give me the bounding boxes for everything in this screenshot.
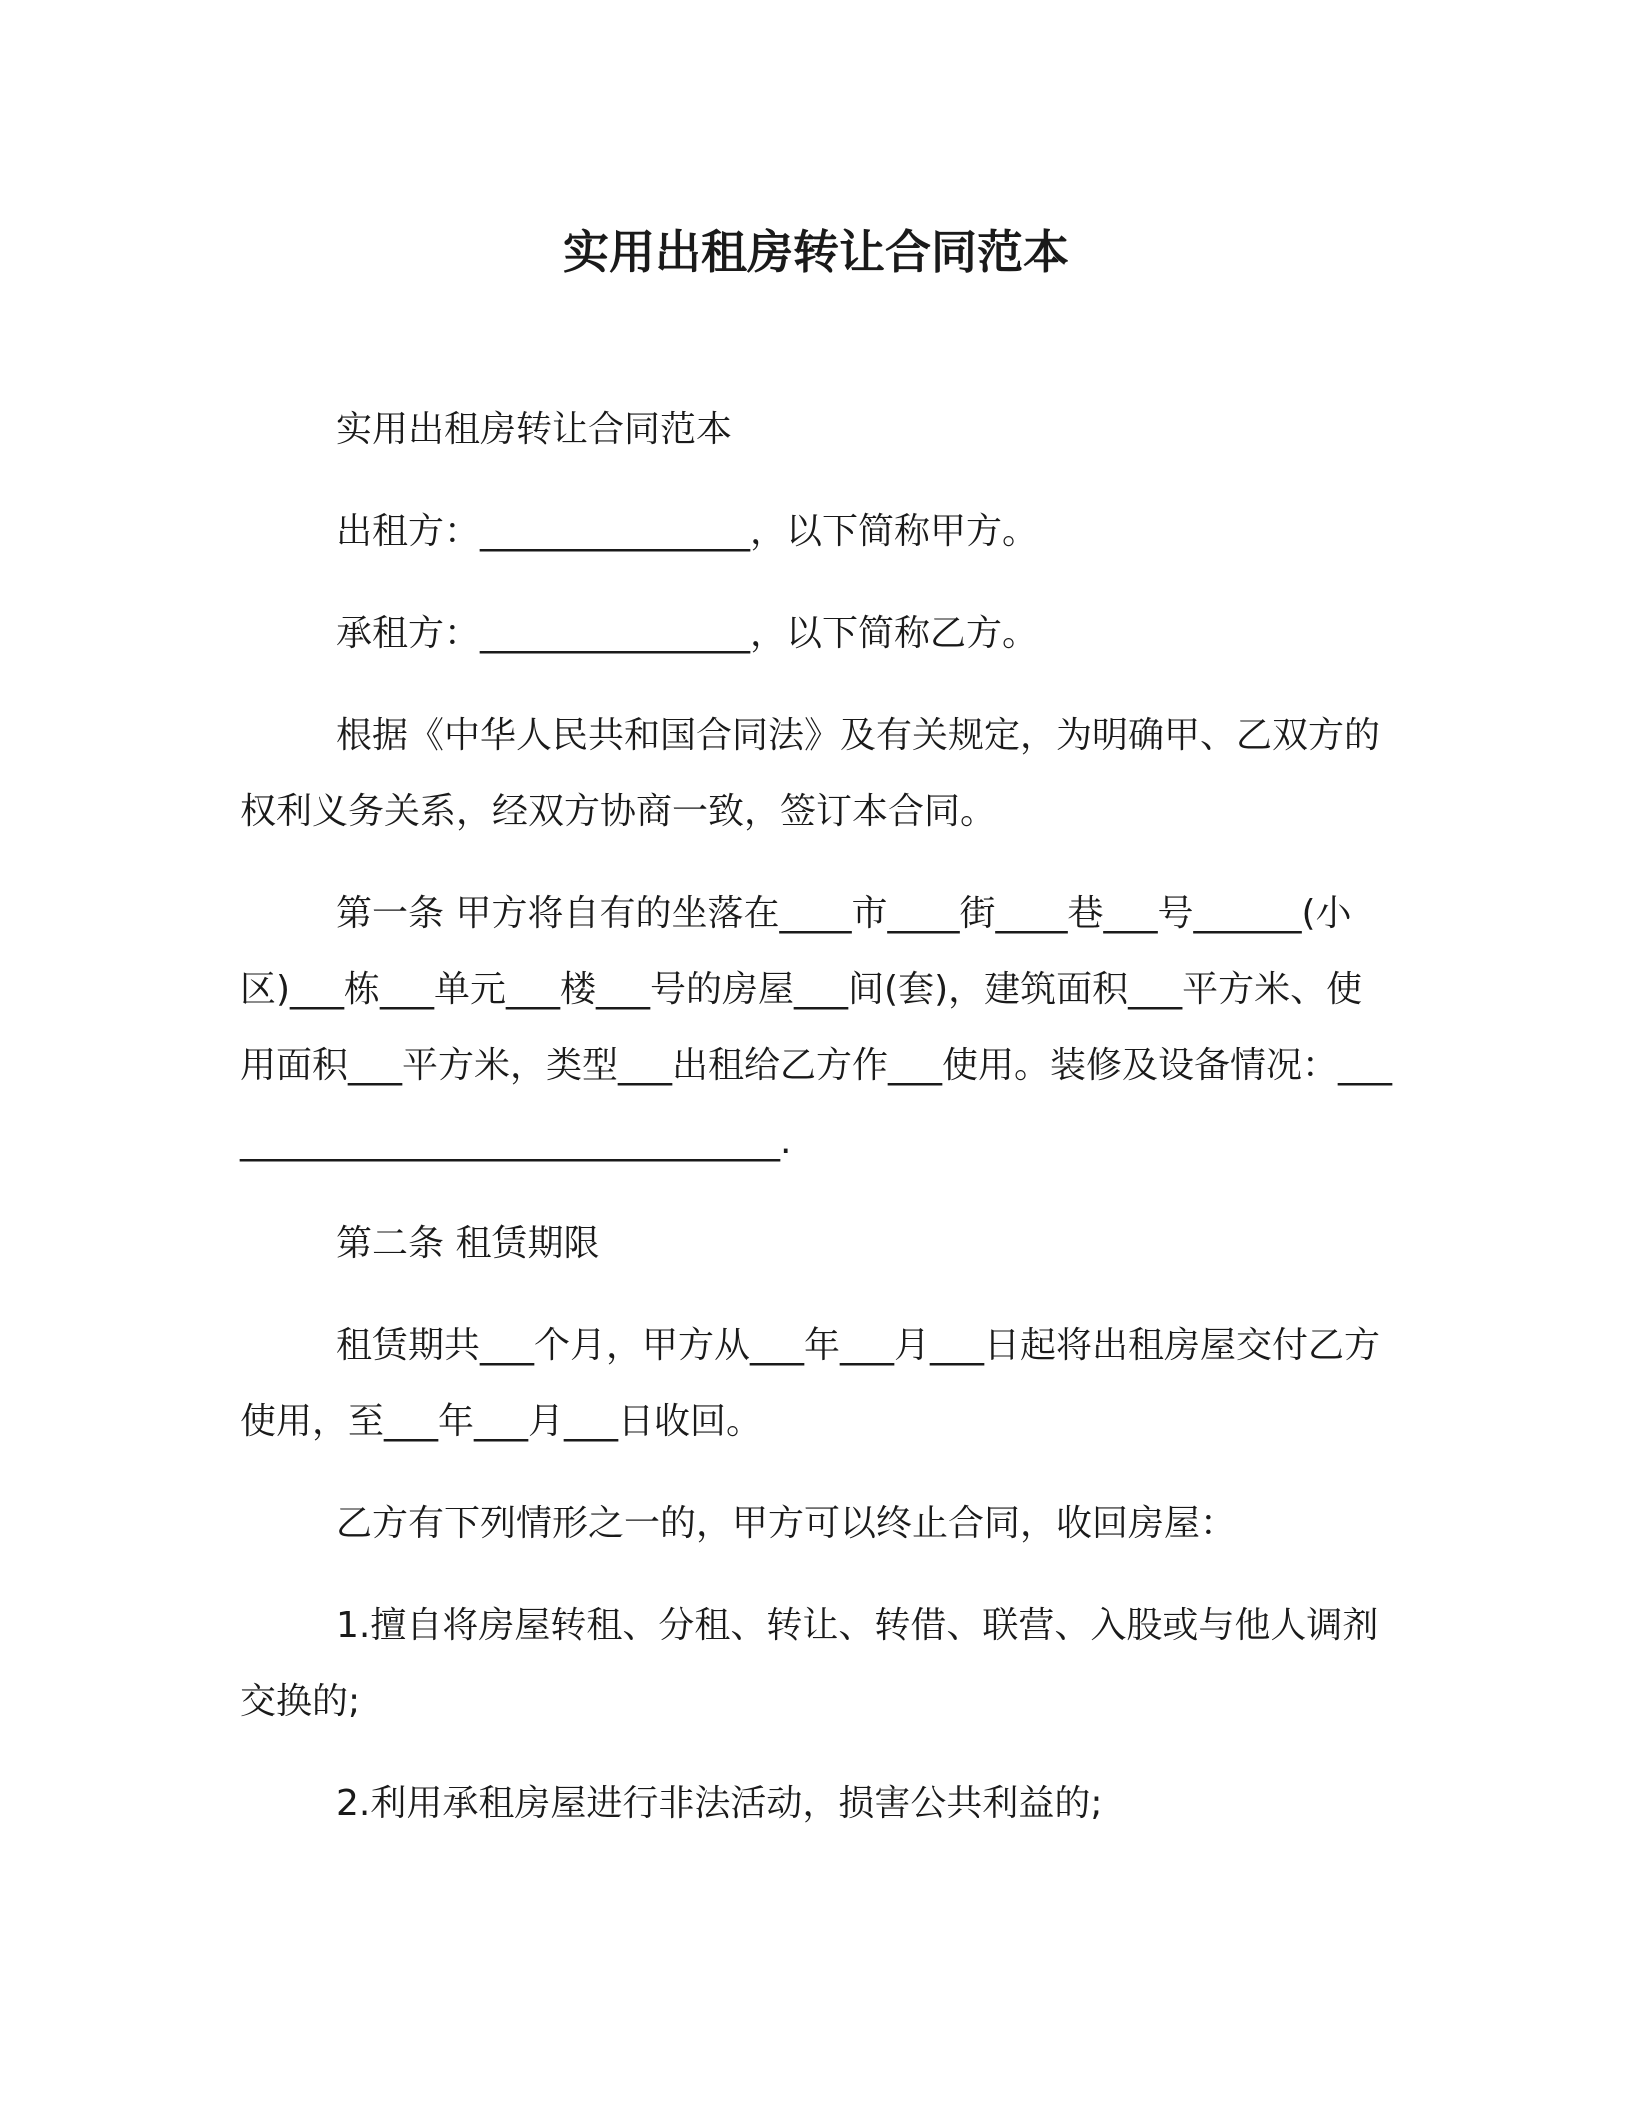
lessee-paragraph: 承租方：_______________，以下简称乙方。 <box>336 613 1039 654</box>
document-title: 实用出租房转让合同范本 <box>563 225 1069 279</box>
document-body <box>240 392 1392 1868</box>
article-two-heading: 第二条 租赁期限 <box>336 1223 600 1264</box>
basis-paragraph: 根据《中华人民共和国合同法》及有关规定，为明确甲、乙双方的权利义务关系，经双方协商一致，签订本合同。 <box>240 715 1381 832</box>
subtitle-paragraph: 实用出租房转让合同范本 <box>336 409 733 450</box>
termination-item-2: 2.利用承租房屋进行非法活动，损害公共利益的; <box>336 1783 1103 1824</box>
termination-item-1: 1.擅自将房屋转租、分租、转让、转借、联营、入股或与他人调剂交换的; <box>240 1605 1379 1722</box>
termination-intro-paragraph: 乙方有下列情形之一的，甲方可以终止合同，收回房屋： <box>336 1503 1237 1544</box>
lessor-paragraph: 出租方：_______________，以下简称甲方。 <box>336 511 1039 552</box>
lease-term-paragraph: 租赁期共___个月，甲方从___年___月___日起将出租房屋交付乙方使用，至___年___月___日收回。 <box>240 1325 1381 1442</box>
article-one-paragraph: 第一条 甲方将自有的坐落在____市____街____巷___号______(小区)___栋___单元___楼___号的房屋___间(套)，建筑面积___平方米、使用面积___平方米，类型___出租给乙方作___使用。装修及设备情况：_________________________________. <box>240 893 1393 1162</box>
